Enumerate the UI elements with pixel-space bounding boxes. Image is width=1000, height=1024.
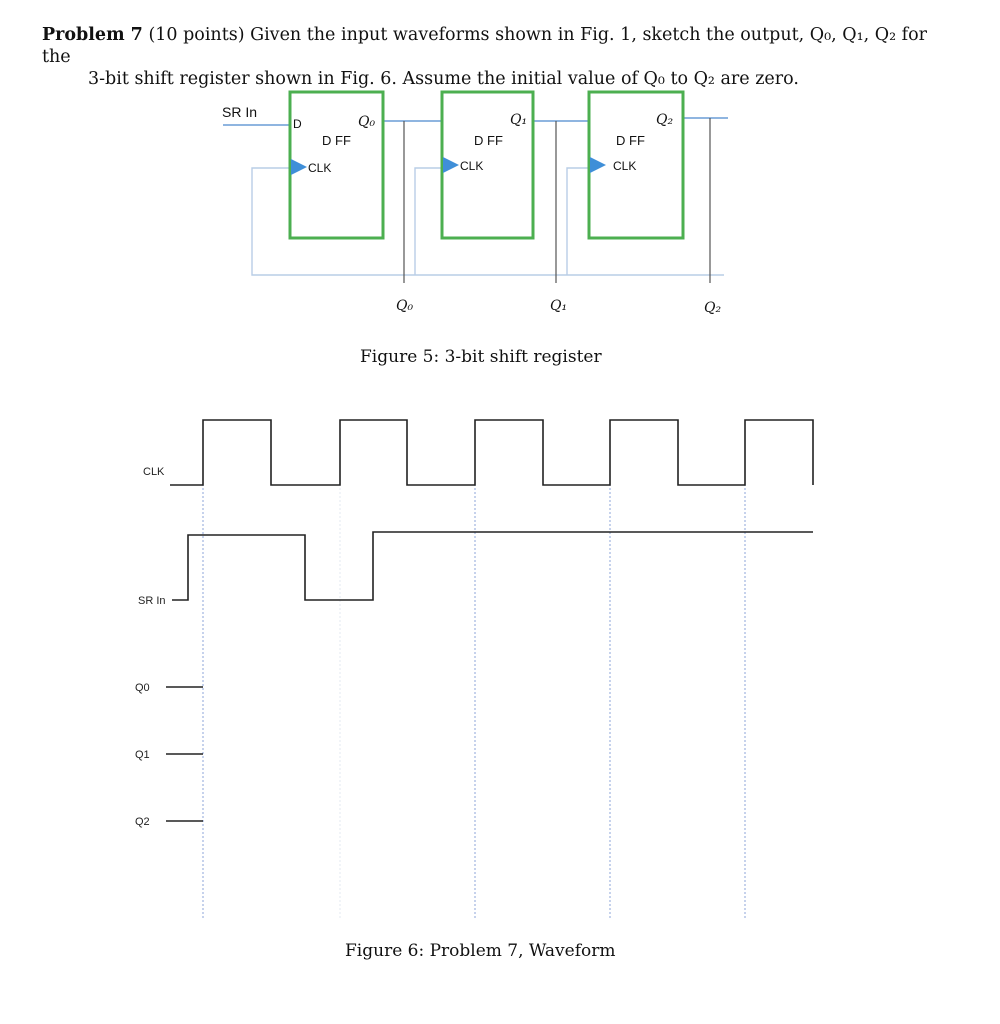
- dff-1-name: D FF: [474, 133, 503, 148]
- clock-bus-wire: [252, 168, 724, 275]
- q2-tap-label: Q₂: [704, 300, 722, 316]
- clk-waveform: [170, 420, 813, 485]
- dff-1-clk-label: CLK: [460, 159, 484, 173]
- waveform-diagram: [135, 420, 813, 918]
- dff-2-clock-triangle: [590, 157, 606, 173]
- q2-signal-label: Q2: [135, 816, 150, 828]
- dff-2-q-label: Q₂: [656, 112, 674, 128]
- figure-5-caption: Figure 5: 3-bit shift register: [360, 347, 602, 367]
- problem-label: Problem 7: [42, 25, 143, 45]
- dff-1-q-label: Q₁: [510, 112, 528, 128]
- q1-signal-label: Q1: [135, 749, 150, 761]
- clk-signal-label: CLK: [143, 466, 165, 478]
- q0-signal-label: Q0: [135, 682, 150, 694]
- dff-0-name: D FF: [322, 133, 351, 148]
- sr-in-waveform: [172, 532, 813, 600]
- problem-line-2: 3-bit shift register shown in Fig. 6. Assume the initial value of Q₀ to Q₂ are zero.: [88, 69, 799, 89]
- shift-register-diagram: [222, 92, 728, 316]
- sr-in-label: SR In: [222, 104, 258, 120]
- dff-0-clock-triangle: [291, 159, 307, 175]
- figure-6-caption: Figure 6: Problem 7, Waveform: [345, 941, 616, 961]
- problem-line-1: (10 points) Given the input waveforms shown in Fig. 1, sketch the output, Q₀, Q₁, Q₂ for the: [42, 25, 928, 67]
- q1-tap-label: Q₁: [550, 298, 568, 314]
- dff-1-clock-triangle: [443, 157, 459, 173]
- sr-in-signal-label: SR In: [138, 595, 166, 607]
- dff-0-d-label: D: [293, 117, 302, 131]
- dff-0-q-label: Q₀: [358, 114, 376, 130]
- dff-0-clk-label: CLK: [308, 161, 332, 175]
- edge-guides: [203, 420, 745, 918]
- dff-2-clk-label: CLK: [613, 159, 637, 173]
- dff-2-name: D FF: [616, 133, 645, 148]
- q0-tap-label: Q₀: [396, 298, 414, 314]
